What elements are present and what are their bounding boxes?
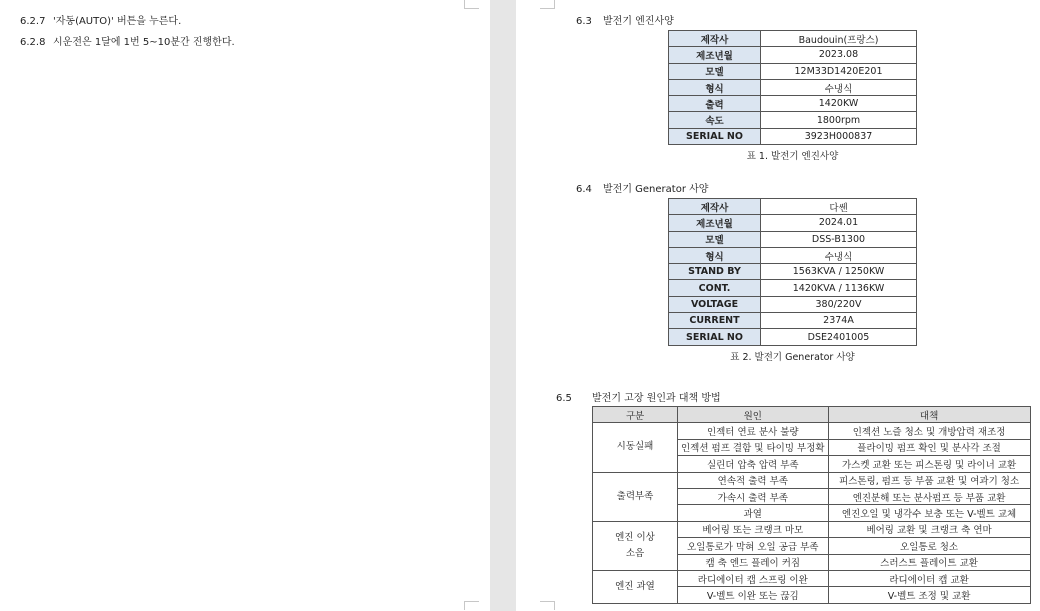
spec-value: 3923H000837 <box>761 128 917 144</box>
section-number: 6.3 <box>576 16 592 27</box>
table-row <box>669 112 917 128</box>
table-row <box>669 231 917 247</box>
spec-label: 제작사 <box>669 31 761 47</box>
spec-value: 1420KVA / 1136KW <box>761 280 917 296</box>
right-page <box>516 0 1040 611</box>
spec-label: CONT. <box>669 280 761 296</box>
table-row <box>593 570 1031 586</box>
crop-mark <box>540 0 555 9</box>
fault-cause: 과열 <box>678 505 829 521</box>
table-row <box>669 247 917 263</box>
spec-label: VOLTAGE <box>669 296 761 312</box>
fault-cause: 인젝션 펌프 결함 및 타이밍 부정확 <box>678 439 829 455</box>
crop-mark <box>464 0 479 9</box>
spec-label: 모델 <box>669 231 761 247</box>
fault-action: 스러스트 플레이트 교환 <box>828 554 1030 570</box>
spec-value: DSS-B1300 <box>761 231 917 247</box>
fault-category: 엔진 과열 <box>593 570 678 603</box>
table-row <box>669 128 917 144</box>
fault-cause: 캠 축 엔드 플레이 커짐 <box>678 554 829 570</box>
fault-cause: 라디에이터 캡 스프링 이완 <box>678 570 829 586</box>
table-row <box>593 423 1031 439</box>
spec-label: 제조년월 <box>669 215 761 231</box>
item-number: 6.2.7 <box>20 16 46 27</box>
fault-action: 가스켓 교환 또는 피스톤링 및 라이너 교환 <box>828 456 1030 472</box>
spec-label: 형식 <box>669 247 761 263</box>
spec-value: 1563KVA / 1250KW <box>761 264 917 280</box>
spec-label: SERIAL NO <box>669 329 761 345</box>
section-title: 발전기 엔진사양 <box>603 16 674 27</box>
fault-action: 엔진분해 또는 분사펌프 등 부품 교환 <box>828 488 1030 504</box>
section-number: 6.4 <box>576 184 592 195</box>
table-row <box>669 79 917 95</box>
fault-category: 시동실패 <box>593 423 678 472</box>
page-gap <box>490 0 516 611</box>
fault-cause: 오일통로가 막혀 오일 공급 부족 <box>678 538 829 554</box>
table-row <box>669 264 917 280</box>
section-heading-6-4 <box>576 180 708 195</box>
spec-value: 수냉식 <box>761 247 917 263</box>
fault-cause: 인젝터 연료 분사 불량 <box>678 423 829 439</box>
generator-spec-table <box>668 198 917 346</box>
item-text: '자동(AUTO)' 버튼을 누른다. <box>53 16 182 27</box>
section-heading-6-3 <box>576 12 674 27</box>
fault-action: 피스톤링, 펌프 등 부품 교환 및 여과기 청소 <box>828 472 1030 488</box>
spec-label: SERIAL NO <box>669 128 761 144</box>
table-row <box>669 96 917 112</box>
crop-mark <box>540 601 555 610</box>
item-text: 시운전은 1달에 1번 5~10분간 진행한다. <box>53 37 235 48</box>
spec-value: Baudouin(프랑스) <box>761 31 917 47</box>
table-row <box>593 521 1031 537</box>
spec-label: 출력 <box>669 96 761 112</box>
spec-label: 제조년월 <box>669 47 761 63</box>
fault-action: 엔진오일 및 냉각수 보충 또는 V-벨트 교체 <box>828 505 1030 521</box>
column-header: 원인 <box>678 407 829 423</box>
spec-value: 2024.01 <box>761 215 917 231</box>
list-item <box>20 33 235 48</box>
table-caption: 표 1. 발전기 엔진사양 <box>746 151 839 162</box>
fault-action: 라디에이터 캡 교환 <box>828 570 1030 586</box>
crop-mark <box>464 601 479 610</box>
fault-action: 오일통로 청소 <box>828 538 1030 554</box>
table-row <box>669 199 917 215</box>
spec-label: STAND BY <box>669 264 761 280</box>
item-number: 6.2.8 <box>20 37 46 48</box>
spec-label: 모델 <box>669 63 761 79</box>
fault-cause: V-벨트 이완 또는 끊김 <box>678 587 829 603</box>
table-row <box>669 296 917 312</box>
fault-action: 인젝션 노즐 청소 및 개방압력 재조정 <box>828 423 1030 439</box>
left-page <box>0 0 490 611</box>
table-caption: 표 2. 발전기 Generator 사양 <box>730 352 855 363</box>
table-row <box>669 313 917 329</box>
spec-value: DSE2401005 <box>761 329 917 345</box>
section-title: 발전기 Generator 사양 <box>603 184 709 195</box>
fault-table <box>592 406 1031 604</box>
spec-value: 1800rpm <box>761 112 917 128</box>
fault-cause: 베어링 또는 크랭크 마모 <box>678 521 829 537</box>
spec-label: 속도 <box>669 112 761 128</box>
table-row <box>669 63 917 79</box>
table-row <box>669 215 917 231</box>
spec-value: 380/220V <box>761 296 917 312</box>
spec-value: 수냉식 <box>761 79 917 95</box>
table-row <box>669 47 917 63</box>
section-number: 6.5 <box>556 393 572 404</box>
fault-cause: 가속시 출력 부족 <box>678 488 829 504</box>
engine-spec-table <box>668 30 917 145</box>
fault-action: 베어링 교환 및 크랭크 축 연마 <box>828 521 1030 537</box>
table-row <box>669 31 917 47</box>
spec-value: 12M33D1420E201 <box>761 63 917 79</box>
section-heading-6-5 <box>556 389 721 404</box>
table-row <box>669 329 917 345</box>
spec-label: 형식 <box>669 79 761 95</box>
column-header: 대책 <box>828 407 1030 423</box>
spec-value: 2023.08 <box>761 47 917 63</box>
table-row <box>593 472 1031 488</box>
fault-cause: 실린더 압축 압력 부족 <box>678 456 829 472</box>
fault-action: V-벨트 조정 및 교환 <box>828 587 1030 603</box>
fault-category: 엔진 이상 소음 <box>593 521 678 570</box>
spec-value: 1420KW <box>761 96 917 112</box>
column-header: 구분 <box>593 407 678 423</box>
spec-value: 다쎈 <box>761 199 917 215</box>
section-title: 발전기 고장 원인과 대책 방법 <box>592 393 721 404</box>
spec-value: 2374A <box>761 313 917 329</box>
fault-category: 출력부족 <box>593 472 678 521</box>
spec-label: 제작사 <box>669 199 761 215</box>
fault-action: 플라이밍 펌프 확인 및 분사각 조절 <box>828 439 1030 455</box>
table-row <box>669 280 917 296</box>
list-item <box>20 12 181 27</box>
spec-label: CURRENT <box>669 313 761 329</box>
fault-cause: 연속적 출력 부족 <box>678 472 829 488</box>
table-header-row <box>593 407 1031 423</box>
